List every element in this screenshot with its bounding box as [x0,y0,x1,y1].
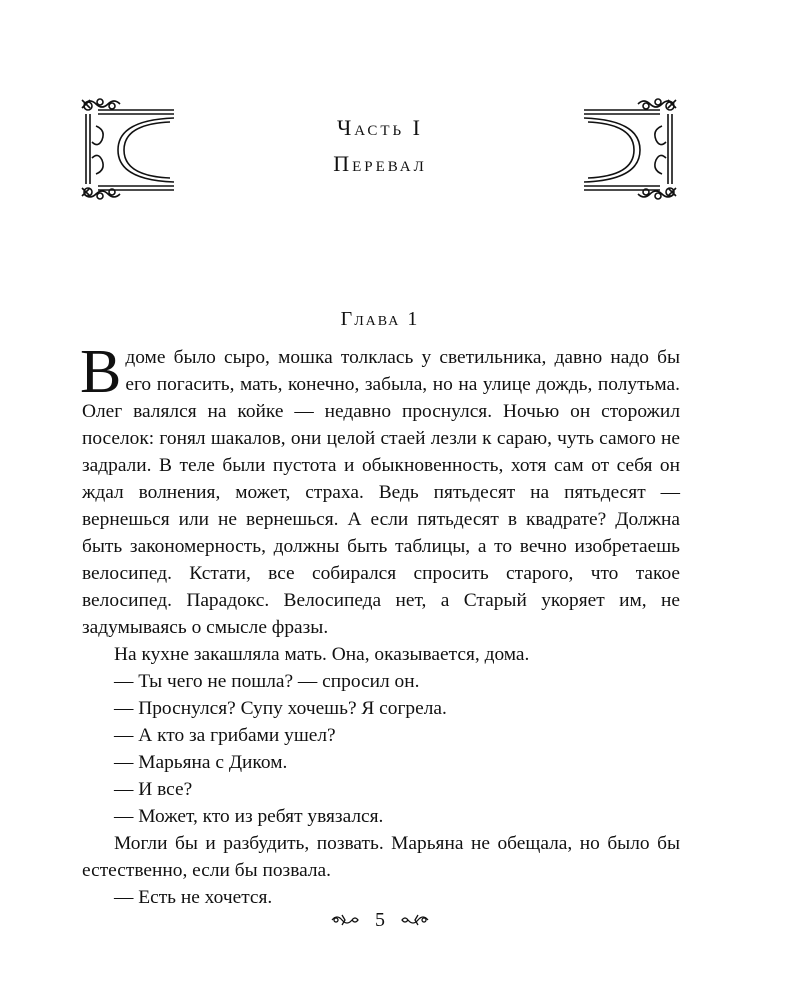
paragraph: Могли бы и разбудить, позвать. Марьяна не обещала, но было бы естественно, если бы позвала. [82,833,680,881]
fleuron-icon [330,912,360,928]
paragraph: — Есть не хочется. [114,887,273,908]
paragraph: — Проснулся? Супу хочешь? Я согрела. [114,698,447,719]
page-number: 5 [375,908,385,931]
drop-cap: В [80,338,122,406]
first-paragraph-text: доме было сыро, мошка толклась у светильника, давно надо бы его погасить, мать, конечно, забыла, но на улице дождь, полутьма. Олег валялся на койке — недавно проснулся. Ночью он сторожил поселок: гонял шакалов, они целой стаей лезли к сараю, чуть самого не задрали. В теле были пустота и обыкновенность, хотя сам от себя он ждал волнения, может, страха. Ведь пятьдесят на пятьдесят — вернешься или не вернешься. А если пятьдесят в квадрате? Должна быть закономерность, должны быть таблицы, а то вечно изобретаешь велосипед. Кстати, все собирался спросить старого, что такое велосипед. Парадокс. Велосипеда нет, а Старый укоряет им, не задумываясь о смысле фразы. [82,347,680,638]
first-paragraph [80,338,680,641]
paragraph: На кухне закашляла мать. Она, оказывается, дома. [114,644,530,665]
paragraph: — И все? [114,779,193,800]
part-title: Часть I [337,115,423,140]
fleuron-icon [400,912,430,928]
paragraph: — А кто за грибами ушел? [114,725,336,746]
paragraph: — Может, кто из ребят увязался. [114,806,384,827]
paragraph: — Ты чего не пошла? — спросил он. [114,671,420,692]
page-footer [0,908,760,932]
part-header [0,110,760,182]
chapter-body [80,338,680,911]
part-subtitle: Перевал [333,151,427,176]
chapter-title: Глава 1 [340,308,420,330]
paragraph: — Марьяна с Диком. [114,752,288,773]
